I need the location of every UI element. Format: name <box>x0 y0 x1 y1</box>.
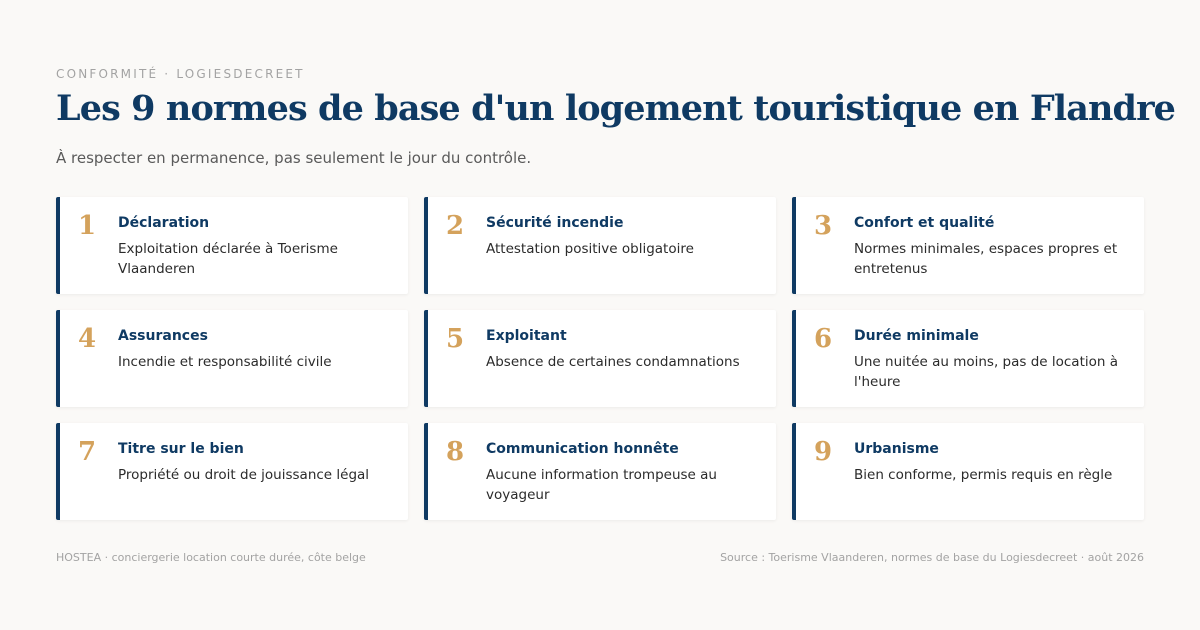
norm-card-3 <box>792 197 1144 294</box>
norm-description: Absence de certaines condamnations <box>486 354 740 370</box>
norm-card-2 <box>424 197 776 294</box>
page-subtitle: À respecter en permanence, pas seulement le jour du contrôle. <box>56 149 532 167</box>
norm-card-4 <box>56 310 408 407</box>
norm-title: Urbanisme <box>854 441 939 457</box>
norm-title: Titre sur le bien <box>118 441 244 457</box>
norm-description: Exploitation déclarée à Toerisme Vlaanderen <box>118 241 338 277</box>
norm-title: Sécurité incendie <box>486 215 624 231</box>
norm-number: 4 <box>78 324 97 354</box>
page-title: Les 9 normes de base d'un logement touristique en Flandre <box>56 88 1175 129</box>
norm-title: Exploitant <box>486 328 567 344</box>
footer-brand: HOSTEA · conciergerie location courte durée, côte belge <box>56 551 366 564</box>
norm-number: 6 <box>814 324 833 354</box>
norm-title: Confort et qualité <box>854 215 995 231</box>
norm-card-8 <box>424 423 776 520</box>
footer-source: Source : Toerisme Vlaanderen, normes de base du Logiesdecreet · août 2026 <box>720 551 1144 564</box>
norm-title: Déclaration <box>118 215 210 231</box>
norm-title: Assurances <box>118 328 208 344</box>
norm-card-5 <box>424 310 776 407</box>
norm-number: 3 <box>814 211 833 241</box>
norm-number: 7 <box>78 437 97 467</box>
norm-number: 8 <box>446 437 465 467</box>
norm-card-6 <box>792 310 1144 407</box>
norm-description: Normes minimales, espaces propres et entretenus <box>854 241 1118 277</box>
eyebrow-label: CONFORMITÉ · LOGIESDECREET <box>56 67 305 81</box>
norm-description: Bien conforme, permis requis en règle <box>854 467 1113 483</box>
norm-title: Durée minimale <box>854 328 979 344</box>
norm-number: 1 <box>78 211 97 241</box>
norm-number: 5 <box>446 324 465 354</box>
norm-description: Propriété ou droit de jouissance légal <box>118 467 370 483</box>
norm-description: Une nuitée au moins, pas de location à l'heure <box>854 354 1119 390</box>
norm-description: Incendie et responsabilité civile <box>118 354 332 370</box>
norm-card-7 <box>56 423 408 520</box>
norm-number: 9 <box>814 437 833 467</box>
norm-description: Aucune information trompeuse au voyageur <box>486 467 717 503</box>
norm-description: Attestation positive obligatoire <box>486 241 694 257</box>
norms-grid <box>56 197 1144 520</box>
norm-card-1 <box>56 197 408 294</box>
norm-number: 2 <box>446 211 465 241</box>
norm-title: Communication honnête <box>486 441 679 457</box>
norm-card-9 <box>792 423 1144 520</box>
